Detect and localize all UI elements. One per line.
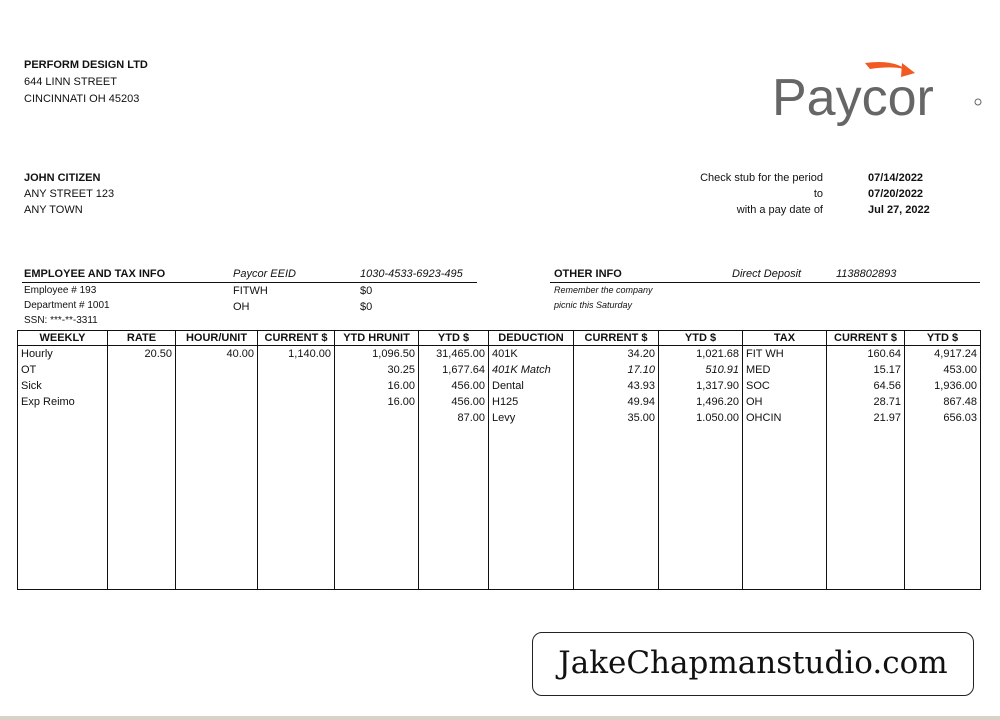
table-cell: 43.93 — [574, 378, 659, 394]
table-cell: OHCIN — [743, 410, 827, 426]
employee-address — [24, 170, 114, 218]
period-start: 07/14/2022 — [868, 172, 924, 184]
period-label-start: Check stub for the period — [700, 172, 823, 184]
table-cell: 1.050.00 — [659, 410, 743, 426]
direct-deposit-label: Direct Deposit — [732, 268, 802, 280]
paycor-wordmark: Paycor — [772, 69, 934, 127]
table-cell: H125 — [489, 394, 574, 410]
bottom-border — [0, 716, 1000, 720]
table-cell — [108, 362, 176, 378]
direct-deposit-value: 1138802893 — [836, 268, 897, 280]
table-row — [18, 346, 981, 363]
table-cell: 1,140.00 — [258, 346, 335, 363]
col-header-current-deduction: CURRENT $ — [574, 331, 659, 346]
table-cell: SOC — [743, 378, 827, 394]
col-header-current-earnings: CURRENT $ — [258, 331, 335, 346]
table-cell: 401K Match — [489, 362, 574, 378]
employee-street: ANY STREET 123 — [24, 188, 115, 200]
col-header-ytd-hrunit: YTD HRUNIT — [335, 331, 419, 346]
ssn: SSN: ***-**-3311 — [24, 315, 98, 326]
department-number: Department # 1001 — [24, 300, 110, 311]
company-address — [24, 57, 148, 108]
table-filler-cell — [743, 426, 827, 590]
col-header-deduction: DEDUCTION — [489, 331, 574, 346]
table-filler-cell — [419, 426, 489, 590]
table-cell: Levy — [489, 410, 574, 426]
info-divider-left — [22, 282, 477, 283]
col-header-weekly: WEEKLY — [18, 331, 108, 346]
col-header-ytd-earnings: YTD $ — [419, 331, 489, 346]
table-cell — [335, 410, 419, 426]
table-cell: 87.00 — [419, 410, 489, 426]
col-header-ytd-deduction: YTD $ — [659, 331, 743, 346]
table-filler-cell — [108, 426, 176, 590]
table-cell: Exp Reimo — [18, 394, 108, 410]
table-filler-cell — [18, 426, 108, 590]
table-cell: 1,677.64 — [419, 362, 489, 378]
table-cell — [258, 410, 335, 426]
table-cell: OH — [743, 394, 827, 410]
table-cell: 21.97 — [827, 410, 905, 426]
remember-note-line2: picnic this Saturday — [554, 300, 633, 310]
paycor-logo — [770, 55, 985, 135]
employee-number: Employee # 193 — [24, 285, 97, 296]
table-filler-cell — [574, 426, 659, 590]
table-cell: 456.00 — [419, 378, 489, 394]
table-row — [18, 410, 981, 426]
table-cell: 34.20 — [574, 346, 659, 363]
table-filler-cell — [905, 426, 981, 590]
eeid-value: 1030-4533-6923-495 — [360, 268, 463, 280]
oh-label: OH — [233, 301, 250, 313]
pay-table-header — [18, 331, 981, 346]
employee-name: JOHN CITIZEN — [24, 172, 101, 184]
eeid-label: Paycor EEID — [233, 268, 296, 280]
table-filler-cell — [176, 426, 258, 590]
other-info-title: OTHER INFO — [554, 268, 622, 280]
table-cell: 31,465.00 — [419, 346, 489, 363]
period-values — [868, 170, 968, 218]
table-cell: 16.00 — [335, 378, 419, 394]
company-name: PERFORM DESIGN LTD — [24, 59, 148, 71]
table-cell: 1,096.50 — [335, 346, 419, 363]
table-cell — [176, 362, 258, 378]
table-cell: MED — [743, 362, 827, 378]
table-cell: 1,936.00 — [905, 378, 981, 394]
table-filler-cell — [258, 426, 335, 590]
table-cell: 16.00 — [335, 394, 419, 410]
table-cell: 453.00 — [905, 362, 981, 378]
table-cell — [18, 410, 108, 426]
table-cell: 401K — [489, 346, 574, 363]
table-cell: 867.48 — [905, 394, 981, 410]
period-end: 07/20/2022 — [868, 188, 924, 200]
company-street: 644 LINN STREET — [24, 76, 117, 88]
table-cell: 1,496.20 — [659, 394, 743, 410]
employee-tax-info-title: EMPLOYEE AND TAX INFO — [24, 268, 166, 280]
table-cell: 15.17 — [827, 362, 905, 378]
table-filler-cell — [489, 426, 574, 590]
company-city: CINCINNATI OH 45203 — [24, 93, 140, 105]
table-cell: 17.10 — [574, 362, 659, 378]
table-row — [18, 394, 981, 410]
table-row — [18, 362, 981, 378]
table-cell — [108, 378, 176, 394]
col-header-current-tax: CURRENT $ — [827, 331, 905, 346]
table-cell: 510.91 — [659, 362, 743, 378]
table-cell: 160.64 — [827, 346, 905, 363]
employee-town: ANY TOWN — [24, 204, 83, 216]
pay-table — [17, 330, 981, 590]
table-filler-row — [18, 426, 981, 590]
table-cell: 4,917.24 — [905, 346, 981, 363]
table-cell — [258, 362, 335, 378]
table-cell — [176, 394, 258, 410]
table-cell: OT — [18, 362, 108, 378]
table-cell: 656.03 — [905, 410, 981, 426]
table-cell: 1,021.68 — [659, 346, 743, 363]
table-cell — [176, 378, 258, 394]
col-header-rate: RATE — [108, 331, 176, 346]
period-labels — [640, 170, 823, 218]
table-filler-cell — [335, 426, 419, 590]
table-cell — [258, 394, 335, 410]
table-cell: 40.00 — [176, 346, 258, 363]
table-cell: Dental — [489, 378, 574, 394]
pay-date: Jul 27, 2022 — [868, 204, 930, 216]
table-cell: 1,317.90 — [659, 378, 743, 394]
table-cell: Sick — [18, 378, 108, 394]
table-filler-cell — [827, 426, 905, 590]
table-cell: Hourly — [18, 346, 108, 363]
table-cell: 49.94 — [574, 394, 659, 410]
table-cell: 28.71 — [827, 394, 905, 410]
table-cell — [108, 410, 176, 426]
fitwh-label: FITWH — [233, 285, 268, 297]
table-cell: 456.00 — [419, 394, 489, 410]
period-label-to: to — [813, 188, 823, 200]
table-filler-cell — [659, 426, 743, 590]
col-header-ytd-tax: YTD $ — [905, 331, 981, 346]
oh-value: $0 — [360, 301, 373, 313]
remember-note-line1: Remember the company — [554, 285, 653, 295]
table-cell: 64.56 — [827, 378, 905, 394]
table-cell: 20.50 — [108, 346, 176, 363]
table-cell — [258, 378, 335, 394]
table-cell: 35.00 — [574, 410, 659, 426]
table-cell — [176, 410, 258, 426]
fitwh-value: $0 — [360, 285, 373, 297]
paycor-logo-icon — [770, 55, 985, 135]
registered-mark — [975, 99, 981, 105]
table-cell — [108, 394, 176, 410]
col-header-tax: TAX — [743, 331, 827, 346]
table-cell: FIT WH — [743, 346, 827, 363]
col-header-hour-unit: HOUR/UNIT — [176, 331, 258, 346]
watermark-badge: JakeChapmanstudio.com — [532, 632, 974, 696]
table-cell: 30.25 — [335, 362, 419, 378]
info-divider-right — [550, 282, 980, 283]
period-label-paydate: with a pay date of — [736, 204, 823, 216]
table-row — [18, 378, 981, 394]
